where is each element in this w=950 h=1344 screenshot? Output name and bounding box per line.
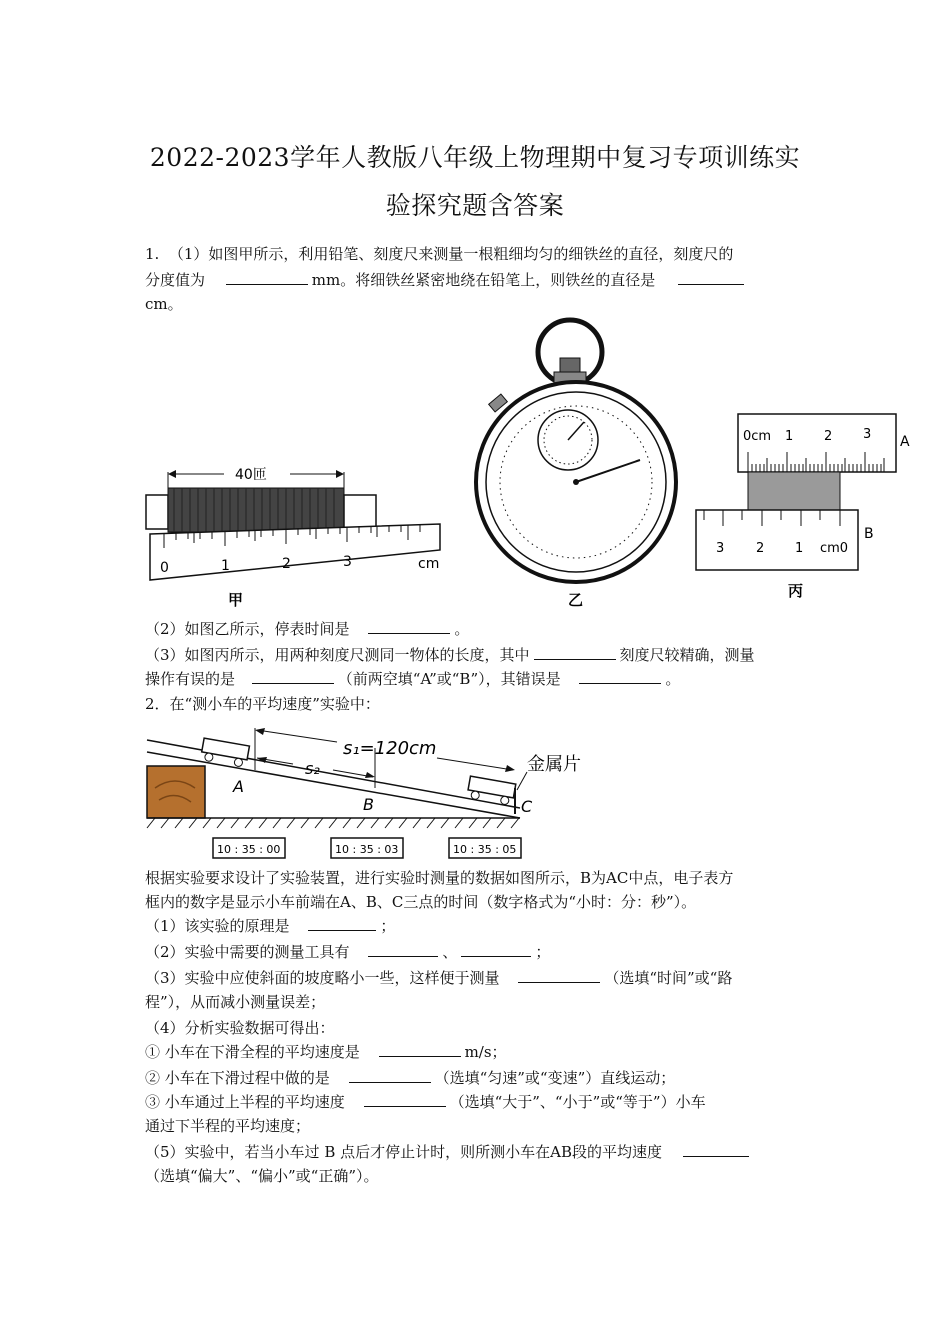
s2-label: s₂ — [305, 759, 320, 778]
q2-a2: （2）实验中需要的测量工具有 、 ； — [145, 940, 810, 964]
figure-incline — [145, 718, 745, 863]
answer-blank-time[interactable] — [368, 617, 450, 634]
answer-blank-motion[interactable] — [349, 1066, 431, 1083]
rulerA-tick-3: 3 — [863, 427, 872, 442]
answer-blank-compare[interactable] — [364, 1090, 446, 1107]
q1-line2: 分度值为 mm。将细铁丝紧密地绕在铅笔上，则铁丝的直径是 — [145, 268, 810, 292]
q2-head: 2．在“测小车的平均速度”实验中： — [145, 695, 380, 713]
ruler-unit: cm — [418, 556, 440, 572]
rulerA-tick-1: 1 — [785, 429, 794, 444]
q2-desc2: 框内的数字是显示小车前端在A、B、C三点的时间（数字格式为“小时：分：秒”）。 — [145, 893, 697, 911]
answer-blank-avg-speed[interactable] — [379, 1040, 461, 1057]
point-B: B — [363, 795, 374, 814]
ruler-tick-1: 1 — [221, 558, 230, 574]
q2-a4-3: ③ 小车通过上半程的平均速度 （选填“大于”、“小于”或“等于”）小车 — [145, 1090, 810, 1114]
timer-B: 10 : 35 : 03 — [335, 843, 399, 856]
q1-line3: cm。 — [145, 295, 183, 313]
q2-desc1: 根据实验要求设计了实验装置，进行实验时测量的数据如图所示，B为AC中点，电子表方 — [145, 869, 734, 887]
rulerB-tick-1: 1 — [795, 541, 804, 556]
ruler-tick-2: 2 — [282, 556, 291, 572]
q2-a4: （4）分析实验数据可得出： — [145, 1019, 335, 1037]
rulerB-label: B — [864, 526, 874, 542]
rulerA-label: A — [900, 434, 910, 450]
metal-label: 金属片 — [527, 754, 581, 775]
rulerB-tick-3: 3 — [716, 541, 725, 556]
q1-part2: （2）如图乙所示，停表时间是 。 — [145, 617, 810, 641]
q2-a3b: 程”），从而减小测量误差； — [145, 993, 326, 1011]
timer-A: 10 : 35 : 00 — [217, 843, 281, 856]
q2-a4-1: ① 小车在下滑全程的平均速度是 m/s； — [145, 1040, 810, 1064]
answer-blank-division[interactable] — [226, 268, 308, 285]
ruler-tick-3: 3 — [343, 554, 352, 570]
figure-label-bing: 丙 — [788, 582, 804, 600]
answer-blank-tool2[interactable] — [461, 940, 531, 957]
rulerA-tick-2: 2 — [824, 429, 833, 444]
document-title-line2: 验探究题含答案 — [385, 191, 565, 220]
figure-jia — [146, 467, 440, 609]
q1-part3b: 操作有误的是 （前两空填“A”或“B”），其错误是 。 — [145, 667, 810, 691]
document-title-line1: 2022-2023学年人教版八年级上物理期中复习专项训练实 — [149, 143, 801, 172]
q2-a1: （1）该实验的原理是 ； — [145, 914, 810, 938]
ruler-tick-0: 0 — [160, 560, 169, 576]
q2-a5b: （选填“偏大”、“偏小”或“正确”）。 — [145, 1167, 379, 1185]
q2-a5: （5）实验中，若当小车过 B 点后才停止计时，则所测小车在AB段的平均速度 — [145, 1140, 810, 1164]
timer-C: 10 : 35 : 05 — [453, 843, 517, 856]
coil-label: 40匝 — [235, 467, 267, 483]
q2-a3: （3）实验中应使斜面的坡度略小一些，这样便于测量 （选填“时间”或“路 — [145, 966, 810, 990]
answer-blank-diameter[interactable] — [678, 268, 744, 285]
rulerB-tick-2: 2 — [756, 541, 765, 556]
answer-blank-ab-speed[interactable] — [683, 1140, 749, 1157]
rulerB-tick-0: cm0 — [820, 541, 849, 556]
figure-label-jia: 甲 — [228, 591, 244, 609]
rulerA-tick-0: 0cm — [743, 429, 772, 444]
answer-blank-wrong-ruler[interactable] — [252, 667, 334, 684]
q1-part3a: （3）如图丙所示，用两种刻度尺测同一物体的长度，其中 刻度尺较精确，测量 — [145, 643, 810, 667]
figure-bing — [696, 414, 910, 600]
answer-blank-measure[interactable] — [518, 966, 600, 983]
figure-measurements — [140, 312, 920, 612]
answer-blank-precise[interactable] — [534, 643, 616, 660]
s1-label: s₁=120cm — [343, 738, 437, 759]
q1-line1: 1. （1）如图甲所示，利用铅笔、刻度尺来测量一根粗细均匀的细铁丝的直径，刻度尺的 — [145, 245, 734, 263]
q2-a4-3b: 通过下半程的平均速度； — [145, 1117, 311, 1135]
answer-blank-principle[interactable] — [308, 914, 376, 931]
point-A: A — [233, 777, 244, 796]
figure-yi-stopwatch — [476, 320, 676, 609]
q2-a4-2: ② 小车在下滑过程中做的是 （选填“匀速”或“变速”）直线运动； — [145, 1066, 810, 1090]
point-C: C — [521, 797, 533, 816]
answer-blank-error[interactable] — [579, 667, 661, 684]
answer-blank-tool1[interactable] — [368, 940, 438, 957]
figure-label-yi: 乙 — [568, 591, 584, 609]
